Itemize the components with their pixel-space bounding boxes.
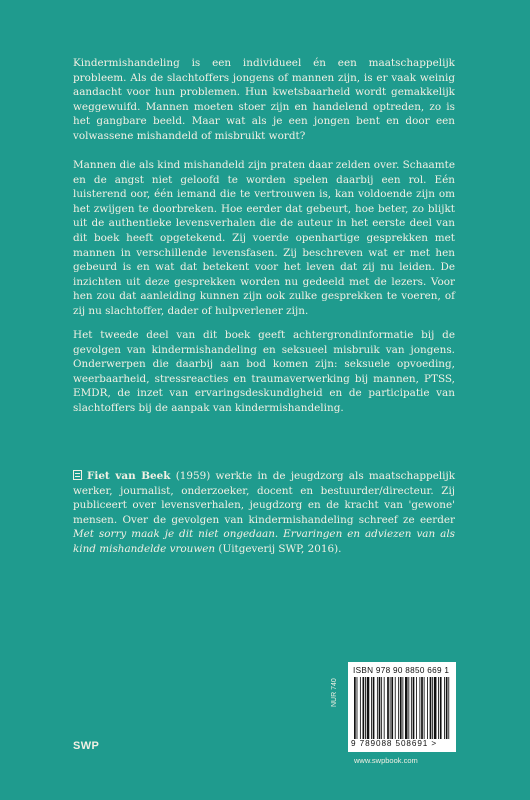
barcode-box: [348, 662, 456, 752]
barcode-bar-34: [446, 677, 448, 739]
author-bio: [73, 469, 455, 557]
barcode-bar-5: [367, 677, 370, 739]
barcode-bar-8: [377, 677, 378, 739]
barcode-bar-13: [390, 677, 391, 739]
author-name: Fiet van Beek: [87, 470, 171, 482]
barcode-bar-3: [363, 677, 365, 739]
barcode-bar-32: [440, 677, 442, 739]
barcode-bar-18: [402, 677, 403, 739]
bio-text-end: (Uitgeverij SWP, 2016).: [215, 542, 342, 555]
barcode-bar-25: [421, 677, 423, 739]
barcode-bar-33: [444, 677, 445, 739]
barcode-bar-20: [408, 677, 409, 739]
bio-text: (1959) werkte in de jeugdzorg als maatschappelijk werker, journalist, onderzoeker, docent en bestuurder/directeur. Zij publiceert over levensverhalen, jeugdzorg en de kracht van 'gewone' mensen. Over de gevolgen van kindermishandeling schreef ze eerder: [73, 470, 456, 526]
barcode-bar-27: [427, 677, 428, 739]
barcode-bar-1: [357, 677, 358, 739]
barcode-bar-19: [405, 677, 408, 739]
barcode-bar-31: [438, 677, 439, 739]
blurb-paragraph-3: Het tweede deel van dit boek geeft achtergrondinformatie bij de gevolgen van kindermishandeling en seksueel misbruik van jongens. Onderwerpen die daarbij aan bod komen zijn: seksuele opvoeding, weerbaarheid, stressreacties en traumaverwerking bij mannen, PTSS, EMDR, de inzet van ervaringsdeskundigheid en de participatie van slachtoffers bij de aanpak van kindermishandeling.: [73, 329, 455, 414]
barcode-bar-35: [448, 677, 449, 739]
barcode-bar-29: [432, 677, 433, 739]
barcode-bars: [353, 677, 451, 739]
barcode-digits: 9 789088 508691 >: [351, 739, 438, 748]
barcode-bar-6: [371, 677, 372, 739]
barcode-bar-24: [419, 677, 420, 739]
document-icon: [73, 470, 82, 480]
barcode-bar-30: [434, 677, 437, 739]
barcode-bar-9: [379, 677, 381, 739]
barcode-bar-14: [391, 677, 393, 739]
barcode-bar-17: [400, 677, 402, 739]
barcode-bar-15: [395, 677, 396, 739]
barcode-bar-12: [387, 677, 389, 739]
previous-book-title: Met sorry maak je dit niet ongedaan. Ervaringen en adviezen van als kind mishandelde vrouwen: [73, 528, 455, 555]
publisher-website: www.swpbook.com: [354, 756, 418, 765]
barcode-bar-4: [365, 677, 366, 739]
barcode-bar-16: [398, 677, 399, 739]
barcode-bar-21: [411, 677, 412, 739]
blurb-paragraph-1: Kindermishandeling is een individueel én een maatschappelijk probleem. Als de slachtoffers jongens of mannen zijn, is er vaak weinig aandacht voor hun problemen. Hun kwetsbaarheid wordt gemakkelijk weggewuifd. Mannen moeten stoer zijn en handelend optreden, zo is het gangbare beeld. Maar wat als je een jongen bent en door een volwassene mishandeld of misbruikt wordt?: [73, 57, 455, 142]
nur-code: NUR 740: [331, 678, 338, 707]
barcode-bar-0: [354, 677, 356, 739]
blurb-paragraph-2: Mannen die als kind mishandeld zijn praten daar zelden over. Schaamte en de angst niet geloofd te worden spelen daarbij een rol. Eén luisterend oor, één iemand die te vertrouwen is, kan voldoende zijn om het zwijgen te doorbreken. Hoe eerder dat gebeurt, hoe beter, zo blijkt uit de authentieke levensverhalen die de auteur in het eerste deel van dit boek heeft opgetekend. Zij voerde openhartige gesprekken met mannen in verschillende levensfasen. Zij beschreven wat er met hen gebeurd is en wat dat betekent voor het leven dat zij nu leiden. De inzichten uit deze gesprekken worden nu gedeeld met de lezers. Voor hen zou dat aanleiding kunnen zijn ook zulke gesprekken te voeren, of zij nu slachtoffer, dader of hulpverlener zijn.: [73, 159, 455, 317]
barcode-bar-2: [360, 677, 361, 739]
barcode-bar-11: [384, 677, 385, 739]
barcode-bar-7: [373, 677, 375, 739]
barcode-bar-23: [416, 677, 417, 739]
publisher-logo: SWP: [73, 740, 100, 752]
isbn-label: ISBN 978 90 8850 669 1: [353, 666, 450, 675]
barcode-bar-22: [413, 677, 415, 739]
barcode-bar-10: [381, 677, 382, 739]
barcode-bar-26: [424, 677, 425, 739]
barcode-bar-28: [430, 677, 432, 739]
